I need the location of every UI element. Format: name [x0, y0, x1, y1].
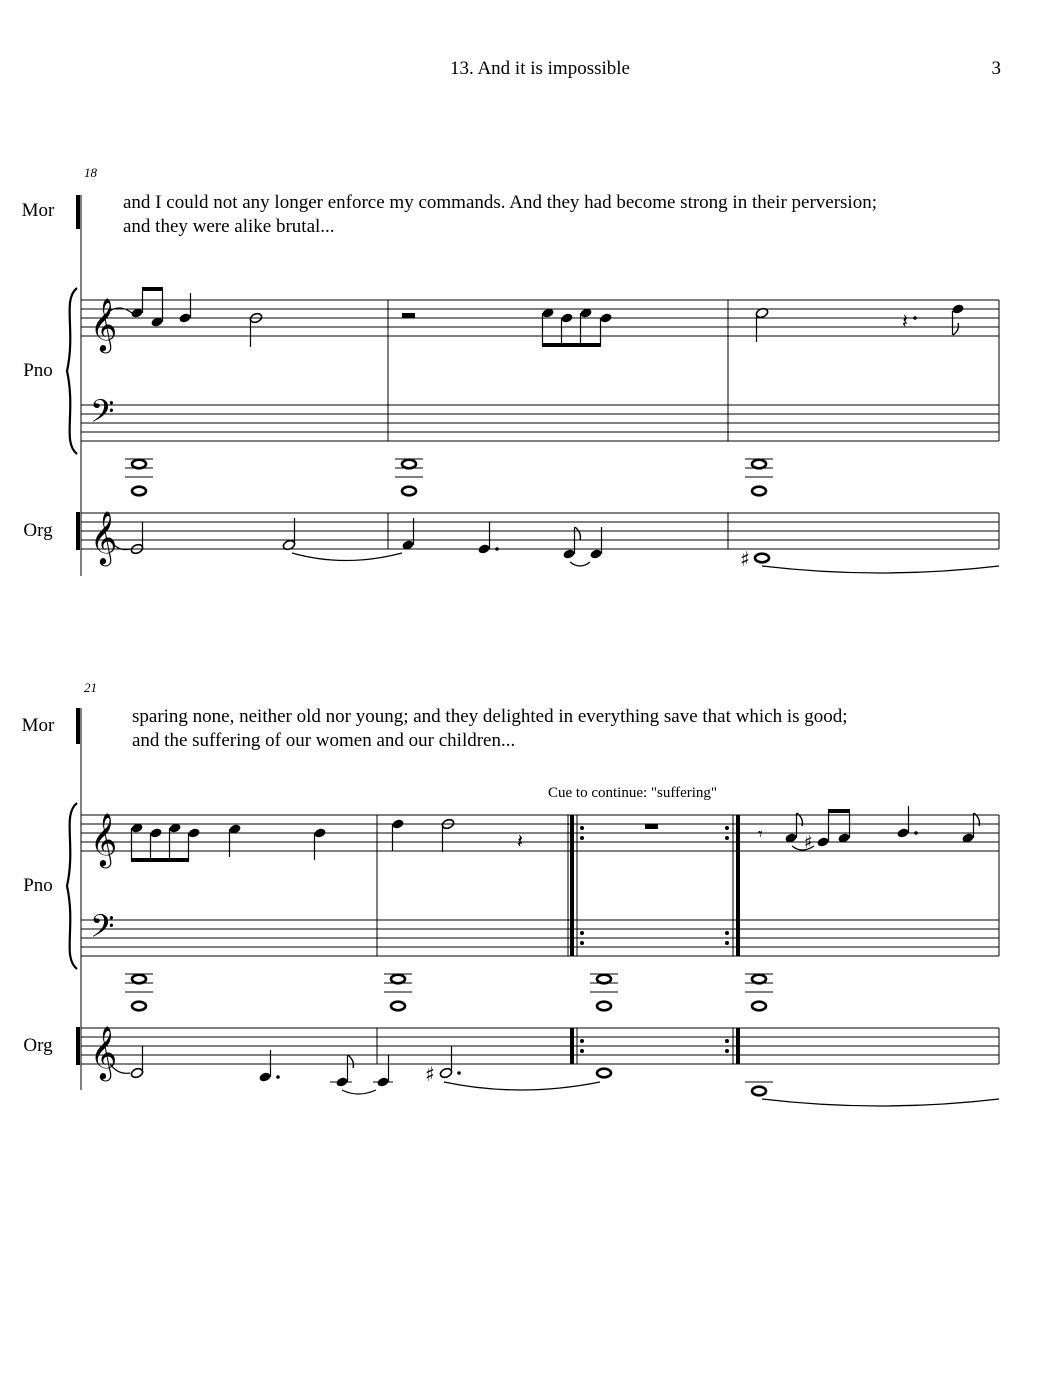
piano-brace [67, 803, 77, 969]
cue-text: Cue to continue: "suffering" [548, 785, 718, 801]
page-title: 13. And it is impossible [450, 58, 630, 79]
narration-line: and I could not any longer enforce my commands. And they had become strong in their perversion; [123, 192, 877, 213]
treble-clef-icon: 𝄞 [90, 812, 118, 866]
bass-clef-icon: 𝄢 [90, 908, 115, 952]
svg-text:𝄾: 𝄾 [758, 824, 763, 845]
organ-staff-bar [76, 512, 80, 550]
piano-brace [67, 288, 77, 454]
treble-clef-icon: 𝄞 [90, 510, 118, 564]
organ-notes-s1 [110, 518, 999, 573]
organ-staff [81, 1028, 999, 1064]
narration-line: and they were alike brutal... [123, 216, 335, 237]
narrator-staff-bar [76, 195, 80, 229]
svg-text:♯: ♯ [804, 832, 813, 853]
piano-pedal-notes [125, 974, 773, 1010]
instrument-label-org: Org [23, 1035, 53, 1056]
instrument-label-org: Org [23, 520, 53, 541]
piano-staff [81, 300, 999, 441]
piano-pedal-notes [125, 459, 773, 495]
narration-line: and the suffering of our women and our children... [132, 730, 516, 751]
measure-number: 21 [84, 680, 97, 695]
organ-staff [81, 513, 999, 549]
svg-text:𝄽: 𝄽 [517, 829, 524, 853]
instrument-label-pno: Pno [23, 875, 53, 896]
repeat-start [570, 815, 584, 956]
system-2 [67, 708, 999, 1106]
piano-notes-m18 [110, 287, 263, 347]
repeat-end [725, 815, 740, 956]
svg-text:♯: ♯ [740, 547, 750, 571]
page-number: 3 [991, 58, 1001, 79]
bass-clef-icon: 𝄢 [90, 393, 115, 437]
instrument-label-pno: Pno [23, 360, 53, 381]
piano-notes-m24 [758, 806, 979, 853]
instrument-label-mor: Mor [21, 715, 55, 736]
piano-staff [81, 815, 999, 956]
treble-clef-icon: 𝄞 [90, 1025, 118, 1079]
piano-notes-m22 [391, 818, 523, 853]
svg-text:♯: ♯ [425, 1062, 435, 1086]
treble-clef-icon: 𝄞 [90, 297, 118, 351]
whole-rest [645, 824, 658, 829]
narration-line: sparing none, neither old nor young; and they delighted in everything save that which is good; [132, 706, 848, 727]
narrator-staff-bar [76, 708, 80, 744]
instrument-label-mor: Mor [21, 200, 55, 221]
svg-text:𝄽: 𝄽 [902, 309, 909, 333]
organ-staff-bar [76, 1027, 80, 1065]
system-1 [67, 195, 999, 576]
measure-number: 18 [84, 165, 97, 180]
